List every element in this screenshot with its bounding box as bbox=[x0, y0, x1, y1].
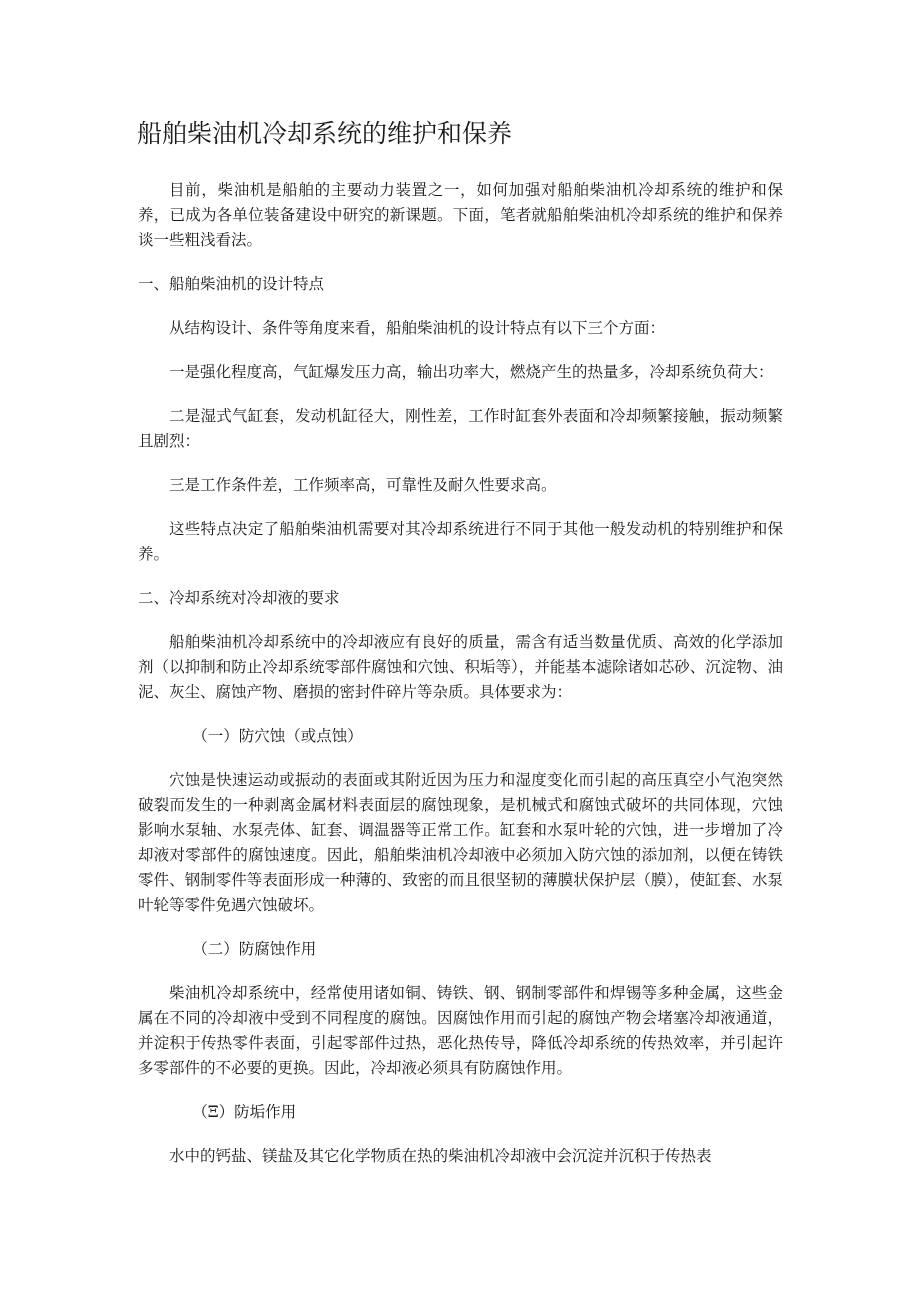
paragraph-design-point-1: 一是强化程度高，气缸爆发压力高，输出功率大，燃烧产生的热量多，冷却系统负荷大： bbox=[169, 363, 774, 381]
section-heading-1: 一、船舶柴油机的设计特点 bbox=[138, 275, 325, 293]
paragraph-intro: 目前，柴油机是船舶的主要动力装置之一，如何加强对船舶柴油机冷却系统的维护和保养，已成为各单位装备建设中研究的新课题。下面，笔者就船舶柴油机冷却系统的维护和保养谈一些粗浅看法。 bbox=[138, 181, 783, 249]
paragraph-design-point-3: 三是工作条件差，工作频率高，可靠性及耐久性要求高。 bbox=[169, 476, 557, 494]
subheading-scale: （Ξ）防垢作用 bbox=[192, 1103, 297, 1121]
paragraph-design-intro: 从结构设计、条件等角度来看，船舶柴油机的设计特点有以下三个方面： bbox=[169, 319, 666, 337]
paragraph-corrosion: 柴油机冷却系统中，经常使用诸如铜、铸铁、钢、钢制零部件和焊锡等多种金属，这些金属在不同的冷却液中受到不同程度的腐蚀。因腐蚀作用而引起的腐蚀产物会堵塞冷却液通道，并淀积于传热零件表面，引起零部件过热，恶化热传导，降低冷却系统的传热效率，并引起许多零部件的不必要的更换。因此，冷却液必须具有防腐蚀作用。 bbox=[138, 984, 783, 1077]
document-body bbox=[138, 178, 783, 1169]
subheading-corrosion: （二）防腐蚀作用 bbox=[192, 940, 317, 958]
paragraph-design-point-2: 二是湿式气缸套，发动机缸径大，刚性差，工作时缸套外表面和冷却频繁接触，振动频繁且剧烈： bbox=[138, 407, 783, 450]
paragraph-coolant-requirements: 船舶柴油机冷却系统中的冷却液应有良好的质量，需含有适当数量优质、高效的化学添加剂（以抑制和防止冷却系统零部件腐蚀和穴蚀、积垢等），并能基本滤除诸如芯砂、沉淀物、油泥、灰尘、腐蚀产物、磨损的密封件碎片等杂质。具体要求为： bbox=[138, 633, 783, 701]
paragraph-scale: 水中的钙盐、镁盐及其它化学物质在热的柴油机冷却液中会沉淀并沉积于传热表 bbox=[169, 1147, 712, 1165]
section-heading-2: 二、冷却系统对冷却液的要求 bbox=[138, 589, 340, 607]
subheading-cavitation: （一）防穴蚀（或点蚀） bbox=[192, 727, 363, 745]
document-title: 船舶柴油机冷却系统的维护和保养 bbox=[137, 119, 513, 148]
paragraph-design-conclusion: 这些特点决定了船舶柴油机需要对其冷却系统进行不同于其他一般发动机的特别维护和保养。 bbox=[138, 520, 783, 563]
paragraph-cavitation: 穴蚀是快速运动或振动的表面或其附近因为压力和湿度变化而引起的高压真空小气泡突然破裂而发生的一种剥离金属材料表面层的腐蚀现象，是机械式和腐蚀式破坏的共同体现，穴蚀影响水泵轴、水泵壳体、缸套、调温器等正常工作。缸套和水泵叶轮的穴蚀，进一步增加了冷却液对零部件的腐蚀速度。因此，船舶柴油机冷却液中必须加入防穴蚀的添加剂，以便在铸铁零件、钢制零件等表面形成一种薄的、致密的而且很坚韧的薄膜状保护层（膜），使缸套、水泵叶轮等零件免遇穴蚀破坏。 bbox=[138, 771, 783, 914]
